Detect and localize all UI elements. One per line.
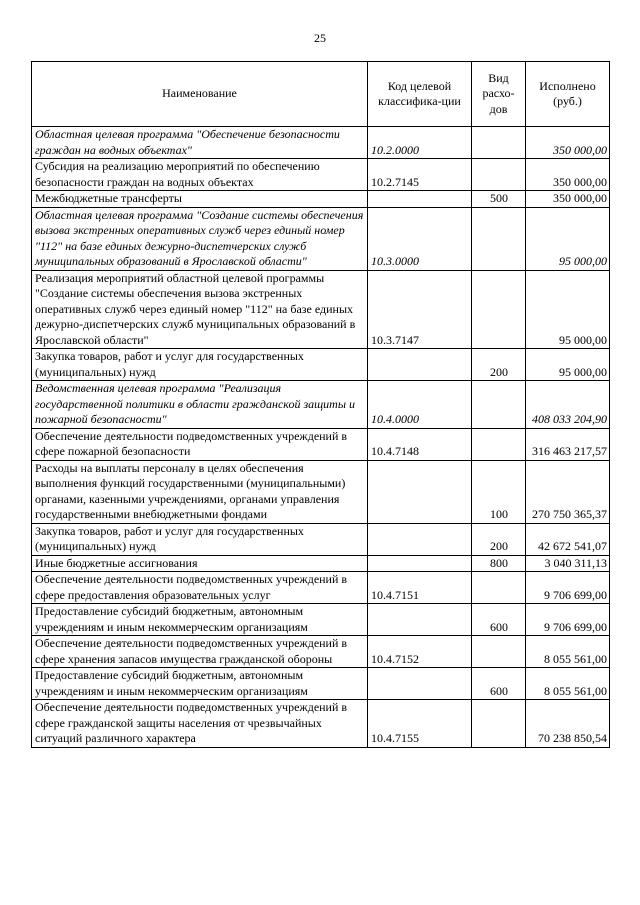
row-name-cell: Межбюджетные трансферты [32, 191, 368, 208]
row-name-cell: Закупка товаров, работ и услуг для государственных (муниципальных) нужд [32, 523, 368, 555]
program-row [32, 127, 610, 159]
row-name-cell: Областная целевая программа "Обеспечение безопасности граждан на водных объектах" [32, 127, 368, 159]
row-kind-cell: 600 [472, 604, 526, 636]
page-number: 25 [314, 31, 326, 45]
row-code-cell: 10.4.7152 [368, 636, 472, 668]
row-code-cell: 10.3.7147 [368, 270, 472, 349]
row-amount-cell: 408 033 204,90 [526, 381, 610, 429]
row-name-cell: Обеспечение деятельности подведомственных учреждений в сфере пожарной безопасности [32, 428, 368, 460]
row-amount-cell: 95 000,00 [526, 349, 610, 381]
row-amount-cell: 8 055 561,00 [526, 636, 610, 668]
row-kind-cell [472, 207, 526, 270]
row-kind-cell [472, 700, 526, 748]
table-row [32, 523, 610, 555]
row-code-cell: 10.4.7155 [368, 700, 472, 748]
table-row [32, 636, 610, 668]
row-kind-cell: 500 [472, 191, 526, 208]
table-row [32, 191, 610, 208]
row-name-cell: Закупка товаров, работ и услуг для государственных (муниципальных) нужд [32, 349, 368, 381]
row-amount-cell: 350 000,00 [526, 127, 610, 159]
row-amount-cell: 42 672 541,07 [526, 523, 610, 555]
row-code-cell: 10.2.0000 [368, 127, 472, 159]
row-kind-cell: 800 [472, 555, 526, 572]
row-amount-cell: 95 000,00 [526, 270, 610, 349]
row-kind-cell [472, 270, 526, 349]
row-name-cell: Реализация мероприятий областной целевой программы "Создание системы обеспечения вызова экстренных оперативных служб через единый номер "112" на базе единых дежурно-диспетчерских служб муниципальных образований в Ярославской области" [32, 270, 368, 349]
row-amount-cell: 3 040 311,13 [526, 555, 610, 572]
row-code-cell: 10.2.7145 [368, 159, 472, 191]
row-code-cell: 10.4.7148 [368, 428, 472, 460]
row-kind-cell [472, 636, 526, 668]
row-code-cell [368, 523, 472, 555]
table-row [32, 604, 610, 636]
row-amount-cell: 350 000,00 [526, 191, 610, 208]
row-kind-cell [472, 428, 526, 460]
table-row [32, 270, 610, 349]
table-row [32, 555, 610, 572]
table-row [32, 700, 610, 748]
row-code-cell [368, 668, 472, 700]
row-kind-cell: 200 [472, 523, 526, 555]
column-header-kind: Вид расхо-дов [472, 62, 526, 127]
row-code-cell [368, 555, 472, 572]
row-name-cell: Областная целевая программа "Создание системы обеспечения вызова экстренных оперативных служб через единый номер "112" на базе единых дежурно-диспетчерских служб муниципальных образований в Ярославской области" [32, 207, 368, 270]
column-header-name: Наименование [32, 62, 368, 127]
row-kind-cell [472, 572, 526, 604]
row-name-cell: Субсидия на реализацию мероприятий по обеспечению безопасности граждан на водных объектах [32, 159, 368, 191]
row-amount-cell: 8 055 561,00 [526, 668, 610, 700]
row-code-cell: 10.4.0000 [368, 381, 472, 429]
row-kind-cell [472, 381, 526, 429]
row-code-cell: 10.4.7151 [368, 572, 472, 604]
row-name-cell: Обеспечение деятельности подведомственных учреждений в сфере гражданской защиты населения от чрезвычайных ситуаций различного характера [32, 700, 368, 748]
row-amount-cell: 9 706 699,00 [526, 604, 610, 636]
row-name-cell: Расходы на выплаты персоналу в целях обеспечения выполнения функций государственными (муниципальными) органами, казенными учреждениями, органами управления государственными внебюджетными фондами [32, 460, 368, 523]
table-row [32, 460, 610, 523]
row-code-cell: 10.3.0000 [368, 207, 472, 270]
row-kind-cell [472, 127, 526, 159]
table-body [32, 127, 610, 748]
budget-table [31, 61, 610, 748]
table-row [32, 668, 610, 700]
row-code-cell [368, 604, 472, 636]
column-header-amount: Исполнено (руб.) [526, 62, 610, 127]
row-name-cell: Предоставление субсидий бюджетным, автономным учреждениям и иным некоммерческим организациям [32, 604, 368, 636]
table-row [32, 572, 610, 604]
table-row [32, 349, 610, 381]
column-header-code: Код целевой классифика-ции [368, 62, 472, 127]
row-amount-cell: 9 706 699,00 [526, 572, 610, 604]
row-name-cell: Предоставление субсидий бюджетным, автономным учреждениям и иным некоммерческим организациям [32, 668, 368, 700]
row-name-cell: Обеспечение деятельности подведомственных учреждений в сфере хранения запасов имущества гражданской обороны [32, 636, 368, 668]
row-code-cell [368, 349, 472, 381]
row-amount-cell: 70 238 850,54 [526, 700, 610, 748]
row-amount-cell: 350 000,00 [526, 159, 610, 191]
table-header-row [32, 62, 610, 127]
program-row [32, 207, 610, 270]
row-amount-cell: 270 750 365,37 [526, 460, 610, 523]
row-kind-cell: 100 [472, 460, 526, 523]
row-kind-cell [472, 159, 526, 191]
table-row [32, 428, 610, 460]
row-name-cell: Обеспечение деятельности подведомственных учреждений в сфере предоставления образовательных услуг [32, 572, 368, 604]
row-amount-cell: 95 000,00 [526, 207, 610, 270]
row-code-cell [368, 191, 472, 208]
row-kind-cell: 600 [472, 668, 526, 700]
row-amount-cell: 316 463 217,57 [526, 428, 610, 460]
table-row [32, 159, 610, 191]
row-name-cell: Иные бюджетные ассигнования [32, 555, 368, 572]
row-name-cell: Ведомственная целевая программа "Реализация государственной политики в области гражданской защиты и пожарной безопасности" [32, 381, 368, 429]
row-code-cell [368, 460, 472, 523]
program-row [32, 381, 610, 429]
row-kind-cell: 200 [472, 349, 526, 381]
